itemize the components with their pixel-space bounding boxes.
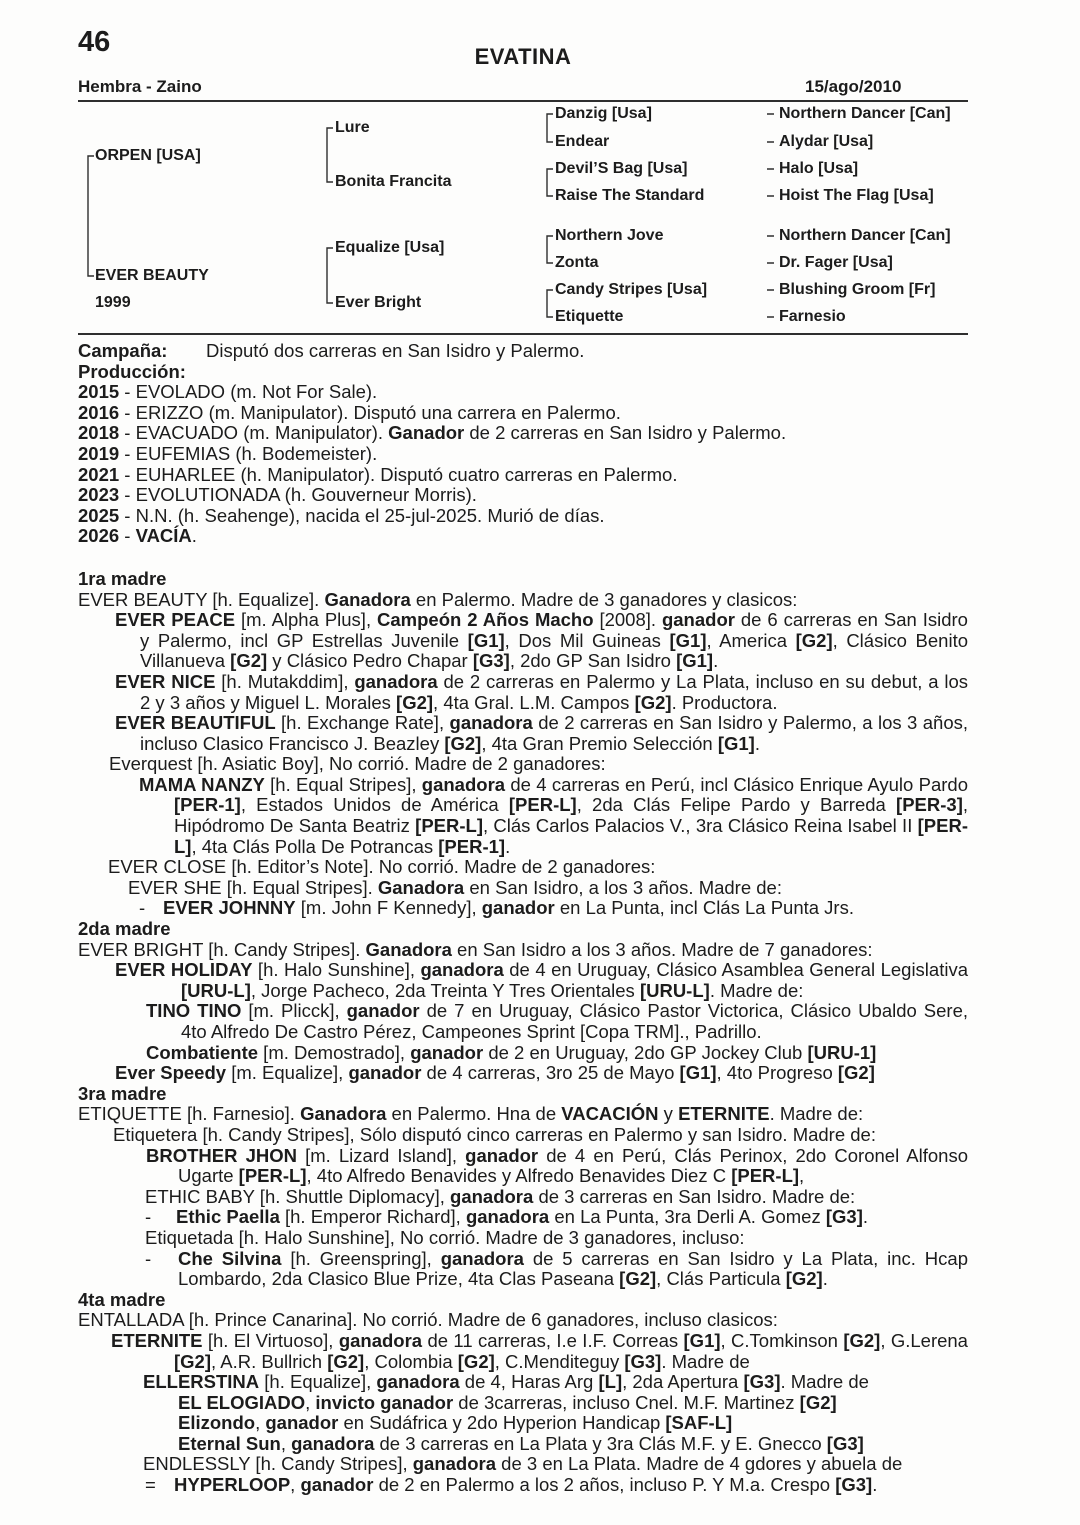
text-run: [m. Lizard Island], (296, 1144, 466, 1166)
text-run: en La Punta, 3ra Derli A. Gomez (549, 1206, 826, 1228)
production-entry (78, 382, 968, 403)
text-run: [G1] (676, 650, 714, 672)
pedigree-gen2-entry: Lure (335, 119, 370, 136)
family-section-heading: 4ta madre (78, 1288, 166, 1310)
text-run: [G3] (624, 1350, 662, 1372)
family-entry-dashed (78, 898, 968, 919)
text-run: [SAF-L] (665, 1412, 733, 1434)
text-run: [G2] (396, 691, 434, 713)
text-run: , Clás Carlos Palacios V., 3ra Clásico Reina Isabel II (483, 815, 918, 837)
text-run: VACÍA (135, 525, 192, 547)
catalog-text (78, 341, 968, 1496)
text-run: . Madre de (780, 1371, 869, 1393)
entry-marker: - (145, 1247, 152, 1269)
family-sections (78, 569, 968, 1496)
text-run: . (191, 525, 197, 547)
family-entry (78, 672, 968, 713)
text-run: EVER BEAUTIFUL (115, 712, 276, 734)
text-run: , Hipódromo De Santa Beatriz (174, 794, 968, 837)
divider-bottom (78, 333, 968, 335)
text-run: ETHIC BABY [h. Shuttle Diplomacy], (145, 1185, 451, 1207)
family-entry (78, 754, 968, 775)
family-entry (78, 960, 968, 1001)
text-run: [G2] (843, 1329, 881, 1351)
text-run: de 2 en Palermo a los 2 años, incluso P. Y M.a. Crespo (373, 1474, 836, 1496)
text-run: en Sudáfrica y 2do Hyperion Handicap (338, 1412, 666, 1434)
text-run: ganador (481, 897, 555, 919)
pedigree-gen3-entry: Danzig [Usa] (555, 105, 652, 122)
pedigree-gen4-entry: Hoist The Flag [Usa] (779, 187, 934, 204)
text-run: de 4 en Perú, Clás Perinox, 2do Coronel Alfonso Ugarte (178, 1144, 968, 1187)
production-entry (78, 526, 968, 547)
text-run: , 4ta Gran Premio Selección (481, 732, 718, 754)
text-run: ETERNITE (111, 1329, 203, 1351)
text-run: , Jorge Pacheco, 2da Treinta Y Tres Orientales (250, 979, 640, 1001)
text-run: , Estados Unidos de América (240, 794, 509, 816)
text-run: BROTHER JHON (146, 1144, 297, 1166)
production-sep: - (119, 504, 136, 526)
family-entry (78, 590, 968, 611)
text-run: de 2 carreras en San Isidro y Palermo, a los 3 años, incluso Clasico Francisco J. Beazley (140, 712, 969, 754)
text-run: , Clásico Benito Villanueva (140, 629, 968, 672)
pedigree-gen3-entry: Endear (555, 133, 610, 150)
text-run: [PER-1] (438, 835, 506, 857)
text-run: Ganadora (300, 1103, 387, 1125)
text-run: Combatiente (146, 1041, 259, 1063)
text-run: ganador (465, 1144, 539, 1166)
text-run: [PER-1] (174, 794, 241, 816)
production-entry (78, 403, 968, 424)
text-run: EVER CLOSE [h. Editor’s Note]. No corrió. Madre de 2 ganadores: (108, 856, 656, 878)
text-run: , C.Tomkinson (720, 1329, 844, 1351)
text-run: , 2da Clás Felipe Pardo y Barreda (576, 794, 897, 816)
pedigree-gen4-entry: Farnesio (779, 308, 846, 325)
pedigree-sire: ORPEN [USA] (95, 147, 201, 164)
text-run: [G3] (835, 1474, 873, 1496)
text-run: EVER SHE [h. Equal Stripes]. (128, 876, 378, 898)
pedigree-gen4-entry: Blushing Groom [Fr] (779, 281, 936, 298)
text-run: MAMA NANZY (139, 773, 265, 795)
family-entry (78, 610, 968, 672)
family-entry-dashed (78, 1475, 968, 1496)
text-run: [G2] (785, 1268, 823, 1290)
text-run: TINO TINO (146, 1000, 242, 1022)
text-run: EUFEMIAS (h. Bodemeister). (135, 442, 378, 464)
text-run: N.N. (h. Seahenge), nacida el 25-jul-2025. Murió de días. (135, 504, 605, 526)
text-run: . Productora. (671, 691, 778, 713)
pedigree-gen2-entry: Ever Bright (335, 294, 422, 311)
text-run: [m. John F Kennedy], (295, 897, 482, 919)
text-run: [PER-L] (508, 794, 577, 816)
text-run: [h. Emperor Richard], (279, 1206, 466, 1228)
pedigree-gen3-entry: Zonta (555, 254, 599, 271)
family-entry (78, 1001, 968, 1042)
production-sep: - (119, 484, 136, 506)
text-run: Ganadora (377, 876, 465, 898)
text-run: . (862, 1206, 868, 1228)
text-run: ganadora (420, 959, 504, 981)
text-run: [m. Demostrado], (258, 1041, 411, 1063)
text-run: Campeón 2 Años Macho (377, 609, 594, 631)
text-run: HYPERLOOP (174, 1474, 291, 1496)
text-run: , 2do GP San Isidro (509, 650, 677, 672)
text-run: , 4ta Clás Polla De Potrancas (191, 835, 439, 857)
text-run: ganador (348, 1062, 422, 1084)
text-run: . (754, 732, 760, 754)
text-run: EVER HOLIDAY (115, 959, 253, 981)
pedigree-gen2-entry: Bonita Francita (335, 173, 452, 190)
production-entry (78, 444, 968, 465)
text-run: [h. Equalize], (259, 1371, 377, 1393)
text-run: de 4 carreras en Perú, incl Clásico Enrique Ayulo Pardo (505, 773, 968, 795)
text-run: EVER NICE (115, 670, 216, 692)
pedigree-gen4-entry: Alydar [Usa] (779, 133, 874, 150)
text-run: , A.R. Bullrich (211, 1350, 328, 1372)
text-run: [m. Equalize], (226, 1062, 349, 1084)
family-entry (78, 1393, 968, 1414)
production-sep: - (119, 381, 136, 403)
pedigree-gen4-entry: Halo [Usa] (779, 160, 859, 177)
text-run: [G2] (837, 1062, 875, 1084)
text-run: [h. Exchange Rate], (275, 712, 450, 734)
text-run: [m. Alpha Plus], (235, 609, 378, 631)
text-run: [G3] (472, 650, 510, 672)
text-run: ganadora (412, 1453, 497, 1475)
page-number: 46 (78, 26, 111, 58)
text-run: ganador (265, 1412, 339, 1434)
text-run: , C.Menditeguy (494, 1350, 625, 1372)
text-run: [2008]. (593, 609, 662, 631)
text-run: ganador (346, 1000, 420, 1022)
text-run: , (799, 1165, 805, 1187)
text-run: en San Isidro, a los 3 años. Madre de: (464, 876, 782, 898)
text-run: . Madre de (661, 1350, 750, 1372)
text-run: [G3] (825, 1206, 863, 1228)
text-run: . (822, 1268, 828, 1290)
text-run: [G2] (634, 691, 672, 713)
text-run: Elizondo (178, 1412, 256, 1434)
text-run: [G2] (799, 1391, 837, 1413)
text-run: ganador (300, 1474, 374, 1496)
text-run: [G2] (230, 650, 268, 672)
pedigree-gen3-entry: Etiquette (555, 308, 624, 325)
production-year: 2015 (78, 381, 120, 403)
entry-marker: - (139, 897, 146, 919)
text-run: [G2] (444, 732, 482, 754)
text-run: Ever Speedy (115, 1062, 227, 1084)
text-run: [PER-L] (731, 1165, 800, 1187)
family-entry (78, 1063, 968, 1084)
text-run: Everquest [h. Asiatic Boy], No corrió. Madre de 2 ganadores: (109, 753, 606, 775)
sex-coat-label: Hembra - Zaino (78, 77, 202, 96)
pedigree-dam: EVER BEAUTY (95, 267, 209, 284)
text-run: [PER-L] (415, 815, 483, 837)
text-run: . (713, 650, 719, 672)
text-run: [G2] (795, 629, 833, 651)
text-run: Etiquetera [h. Candy Stripes], Sólo disputó cinco carreras en Palermo y san Isidro. Madre de: (113, 1123, 876, 1145)
text-run: ETIQUETTE [h. Farnesio]. (78, 1103, 301, 1125)
text-run: en La Punta, incl Clás La Punta Jrs. (554, 897, 854, 919)
production-list (78, 382, 968, 547)
text-run: [G2] (174, 1350, 211, 1372)
text-run: [h. Mutakddim], (215, 670, 355, 692)
text-run: [h. El Virtuoso], (202, 1329, 339, 1351)
family-entry (78, 1310, 968, 1331)
text-run: , 4to Alfredo Benavides y Alfredo Benavides Diez C (306, 1165, 732, 1187)
text-run: de 3carreras, incluso Cnel. M.F. Martinez (453, 1391, 800, 1413)
text-run: ganadora (465, 1206, 550, 1228)
text-run: [m. Plicck], (241, 1000, 347, 1022)
text-run: EUHARLEE (h. Manipulator). Disputó cuatro carreras en Palermo. (135, 463, 678, 485)
production-entry (78, 465, 968, 486)
text-run: VACACIÓN (561, 1103, 659, 1125)
text-run: [h. Halo Sunshine], (252, 959, 421, 981)
family-entry (78, 1434, 968, 1455)
text-run: invicto ganador (315, 1391, 454, 1413)
pedigree-gen4-entry: Northern Dancer [Can] (779, 105, 951, 122)
production-entry (78, 485, 968, 506)
text-run: . (872, 1474, 878, 1496)
text-run: , 4to Progreso (716, 1062, 838, 1084)
text-run: de 2 carreras en San Isidro y Palermo. (464, 422, 787, 444)
production-year: 2023 (78, 484, 120, 506)
text-run: [G1] (467, 629, 505, 651)
pedigree-gen3-entry: Candy Stripes [Usa] (555, 281, 708, 298)
text-run: EVOLUTIONADA (h. Gouverneur Morris). (135, 484, 477, 506)
pedigree-gen2-entry: Equalize [Usa] (335, 239, 445, 256)
text-run: [URU-1] (807, 1041, 877, 1063)
birth-date: 15/ago/2010 (805, 77, 902, 96)
family-entry-dashed (78, 1249, 968, 1290)
text-run: [G3] (743, 1371, 781, 1393)
text-run: de 6 carreras en San Isidro y Palermo, incl GP Estrellas Juvenile (140, 609, 968, 651)
text-run: Ganadora (365, 938, 452, 960)
text-run: EVER PEACE (115, 609, 236, 631)
family-entry (78, 1187, 968, 1208)
text-run: [G2] (327, 1350, 365, 1372)
text-run: , Dos Mil Guineas (504, 629, 670, 651)
page-title: EVATINA (474, 44, 572, 69)
text-run: [G2] (619, 1268, 657, 1290)
text-run: Eternal Sun (178, 1432, 281, 1454)
family-entry (78, 1125, 968, 1146)
text-run: [URU-L] (639, 979, 710, 1001)
text-run: de 11 carreras, I.e I.F. Correas (422, 1329, 684, 1351)
campaign-label: Campaña: (78, 340, 168, 361)
text-run: EVER BEAUTY [h. Equalize]. (78, 588, 325, 610)
entry-marker: = (145, 1474, 156, 1496)
text-run: de 7 en Uruguay, Clásico Pastor Victorica, Clásico Ubaldo Sere, 4to Alfredo De Castro Pérez, Campeones Sprint [Copa TRM]., Padrillo. (181, 1000, 968, 1042)
text-run: ganadora (440, 1247, 524, 1269)
text-run: , G.Lerena (880, 1329, 968, 1351)
text-run: , (255, 1412, 266, 1434)
production-heading: Producción: (78, 360, 186, 382)
text-run: [G1] (669, 629, 707, 651)
text-run: Ganadora (324, 588, 411, 610)
text-run: Etiquetada [h. Halo Sunshine], No corrió. Madre de 3 ganadores, incluso: (145, 1226, 745, 1248)
pedigree-dam-year: 1999 (95, 294, 131, 311)
family-entry (78, 1413, 968, 1434)
text-run: EVOLADO (m. Not For Sale). (135, 381, 378, 403)
text-run: ganadora (338, 1329, 423, 1351)
production-year: 2025 (78, 504, 120, 526)
text-run: EVACUADO (m. Manipulator). (135, 422, 389, 444)
text-run: EVER BRIGHT [h. Candy Stripes]. (78, 938, 366, 960)
text-run: de 4 en Uruguay, Clásico Asamblea General Legislativa (503, 959, 968, 981)
text-run: [URU-L] (181, 979, 251, 1001)
pedigree-chart (78, 100, 968, 333)
text-run: , (305, 1391, 316, 1413)
text-run: de 3 en La Plata. Madre de 4 gdores y abuela de (496, 1453, 903, 1475)
pedigree-gen4-entry: Dr. Fager [Usa] (779, 254, 893, 271)
text-run: ganadora (376, 1371, 460, 1393)
text-run: [PER-3] (896, 794, 963, 816)
family-entry (78, 1104, 968, 1125)
text-run: Ethic Paella (176, 1206, 280, 1228)
pedigree-gen3-entry: Devil’S Bag [Usa] (555, 160, 688, 177)
text-run: [G1] (683, 1329, 721, 1351)
text-run: en Palermo. Hna de (386, 1103, 562, 1125)
text-run: ENDLESSLY [h. Candy Stripes], (143, 1453, 413, 1475)
production-sep: - (119, 463, 136, 485)
production-year: 2016 (78, 401, 120, 423)
pedigree-gen4-entry: Northern Dancer [Can] (779, 227, 951, 244)
text-run: ENTALLADA [h. Prince Canarina]. No corrió. Madre de 6 ganadores, incluso clasicos: (78, 1309, 778, 1331)
text-run: y (658, 1103, 679, 1125)
text-run: . (505, 835, 511, 857)
pedigree-gen3-entry: Raise The Standard (555, 187, 705, 204)
text-run: ganadora (354, 670, 438, 692)
family-entry (78, 857, 968, 878)
text-run: , Colombia (364, 1350, 458, 1372)
text-run: en San Isidro a los 3 años. Madre de 7 ganadores: (451, 938, 873, 960)
family-entry (78, 713, 968, 754)
text-run: de 3 carreras en San Isidro. Madre de: (533, 1185, 856, 1207)
family-section-heading: 3ra madre (78, 1082, 167, 1104)
text-run: en Palermo. Madre de 3 ganadores y clasicos: (410, 588, 798, 610)
text-run: [h. Equal Stripes], (264, 773, 422, 795)
text-run: [h. Greenspring], (281, 1247, 441, 1269)
family-entry-dashed (78, 1207, 968, 1228)
family-entry (78, 878, 968, 899)
text-run: ELLERSTINA (143, 1371, 260, 1393)
text-run: . Madre de: (769, 1103, 864, 1125)
text-run: , 2da Apertura (622, 1371, 744, 1393)
text-run: ERIZZO (m. Manipulator). Disputó una carrera en Palermo. (135, 401, 621, 423)
production-year: 2026 (78, 525, 120, 547)
text-run: ganadora (450, 1185, 534, 1207)
campaign-text: Disputó dos carreras en San Isidro y Palermo. (206, 340, 585, 361)
entry-marker: - (145, 1206, 152, 1228)
text-run: , (290, 1474, 301, 1496)
text-run: , Clás Particula (656, 1268, 786, 1290)
production-entry (78, 506, 968, 527)
text-run: ganadora (449, 712, 533, 734)
production-sep: - (119, 525, 136, 547)
production-year: 2019 (78, 442, 120, 464)
text-run: Che Silvina (178, 1247, 282, 1269)
production-entry (78, 423, 968, 444)
family-entry (78, 1372, 968, 1393)
production-sep: - (119, 422, 136, 444)
text-run: [G2] (457, 1350, 495, 1372)
text-run: . Madre de: (709, 979, 804, 1001)
text-run: Ganador (388, 422, 465, 444)
family-entry (78, 1043, 968, 1064)
text-run: de 4, Haras Arg (459, 1371, 599, 1393)
text-run: EVER JOHNNY (163, 897, 296, 919)
text-run: [G1] (717, 732, 755, 754)
text-run: ganador (410, 1041, 484, 1063)
pedigree-gen3-entry: Northern Jove (555, 227, 664, 244)
production-year: 2021 (78, 463, 120, 485)
text-run: [PER-L] (174, 815, 968, 857)
text-run: de 5 carreras en San Isidro y La Plata, inc. Hcap Lombardo, 2da Clasico Blue Prize, 4ta Clas Paseana (178, 1247, 968, 1290)
family-entry (78, 1146, 968, 1187)
family-section-heading: 1ra madre (78, 567, 167, 589)
text-run: de 2 carreras en Palermo y La Plata, incluso en su debut, a los 2 y 3 años y Miguel L. Morales (140, 670, 968, 713)
text-run: ganadora (291, 1432, 375, 1454)
text-run: , America (706, 629, 796, 651)
text-run: EL ELOGIADO (178, 1391, 306, 1413)
text-run: , 4ta Gral. L.M. Campos (433, 691, 635, 713)
family-entry (78, 1454, 968, 1475)
family-entry (78, 1228, 968, 1249)
text-run: ganador (661, 609, 735, 631)
text-run: de 3 carreras en La Plata y 3ra Clás M.F. y E. Gnecco (374, 1432, 827, 1454)
text-run: ETERNITE (678, 1103, 770, 1125)
text-run: de 2 en Uruguay, 2do GP Jockey Club (483, 1041, 808, 1063)
text-run: [G1] (679, 1062, 717, 1084)
text-run: [PER-L] (238, 1165, 307, 1187)
text-run: y Clásico Pedro Chapar (267, 650, 473, 672)
text-run: de 4 carreras, 3ro 25 de Mayo (421, 1062, 680, 1084)
production-sep: - (119, 442, 136, 464)
family-section-heading: 2da madre (78, 918, 171, 940)
text-run: [G3] (826, 1432, 864, 1454)
family-entry (78, 1331, 968, 1372)
text-run: ganadora (421, 773, 506, 795)
production-year: 2018 (78, 422, 120, 444)
family-entry (78, 940, 968, 961)
text-run: , (280, 1432, 292, 1454)
family-entry (78, 775, 968, 857)
production-sep: - (119, 401, 136, 423)
text-run: [L] (598, 1371, 623, 1393)
campaign-line (78, 341, 968, 362)
